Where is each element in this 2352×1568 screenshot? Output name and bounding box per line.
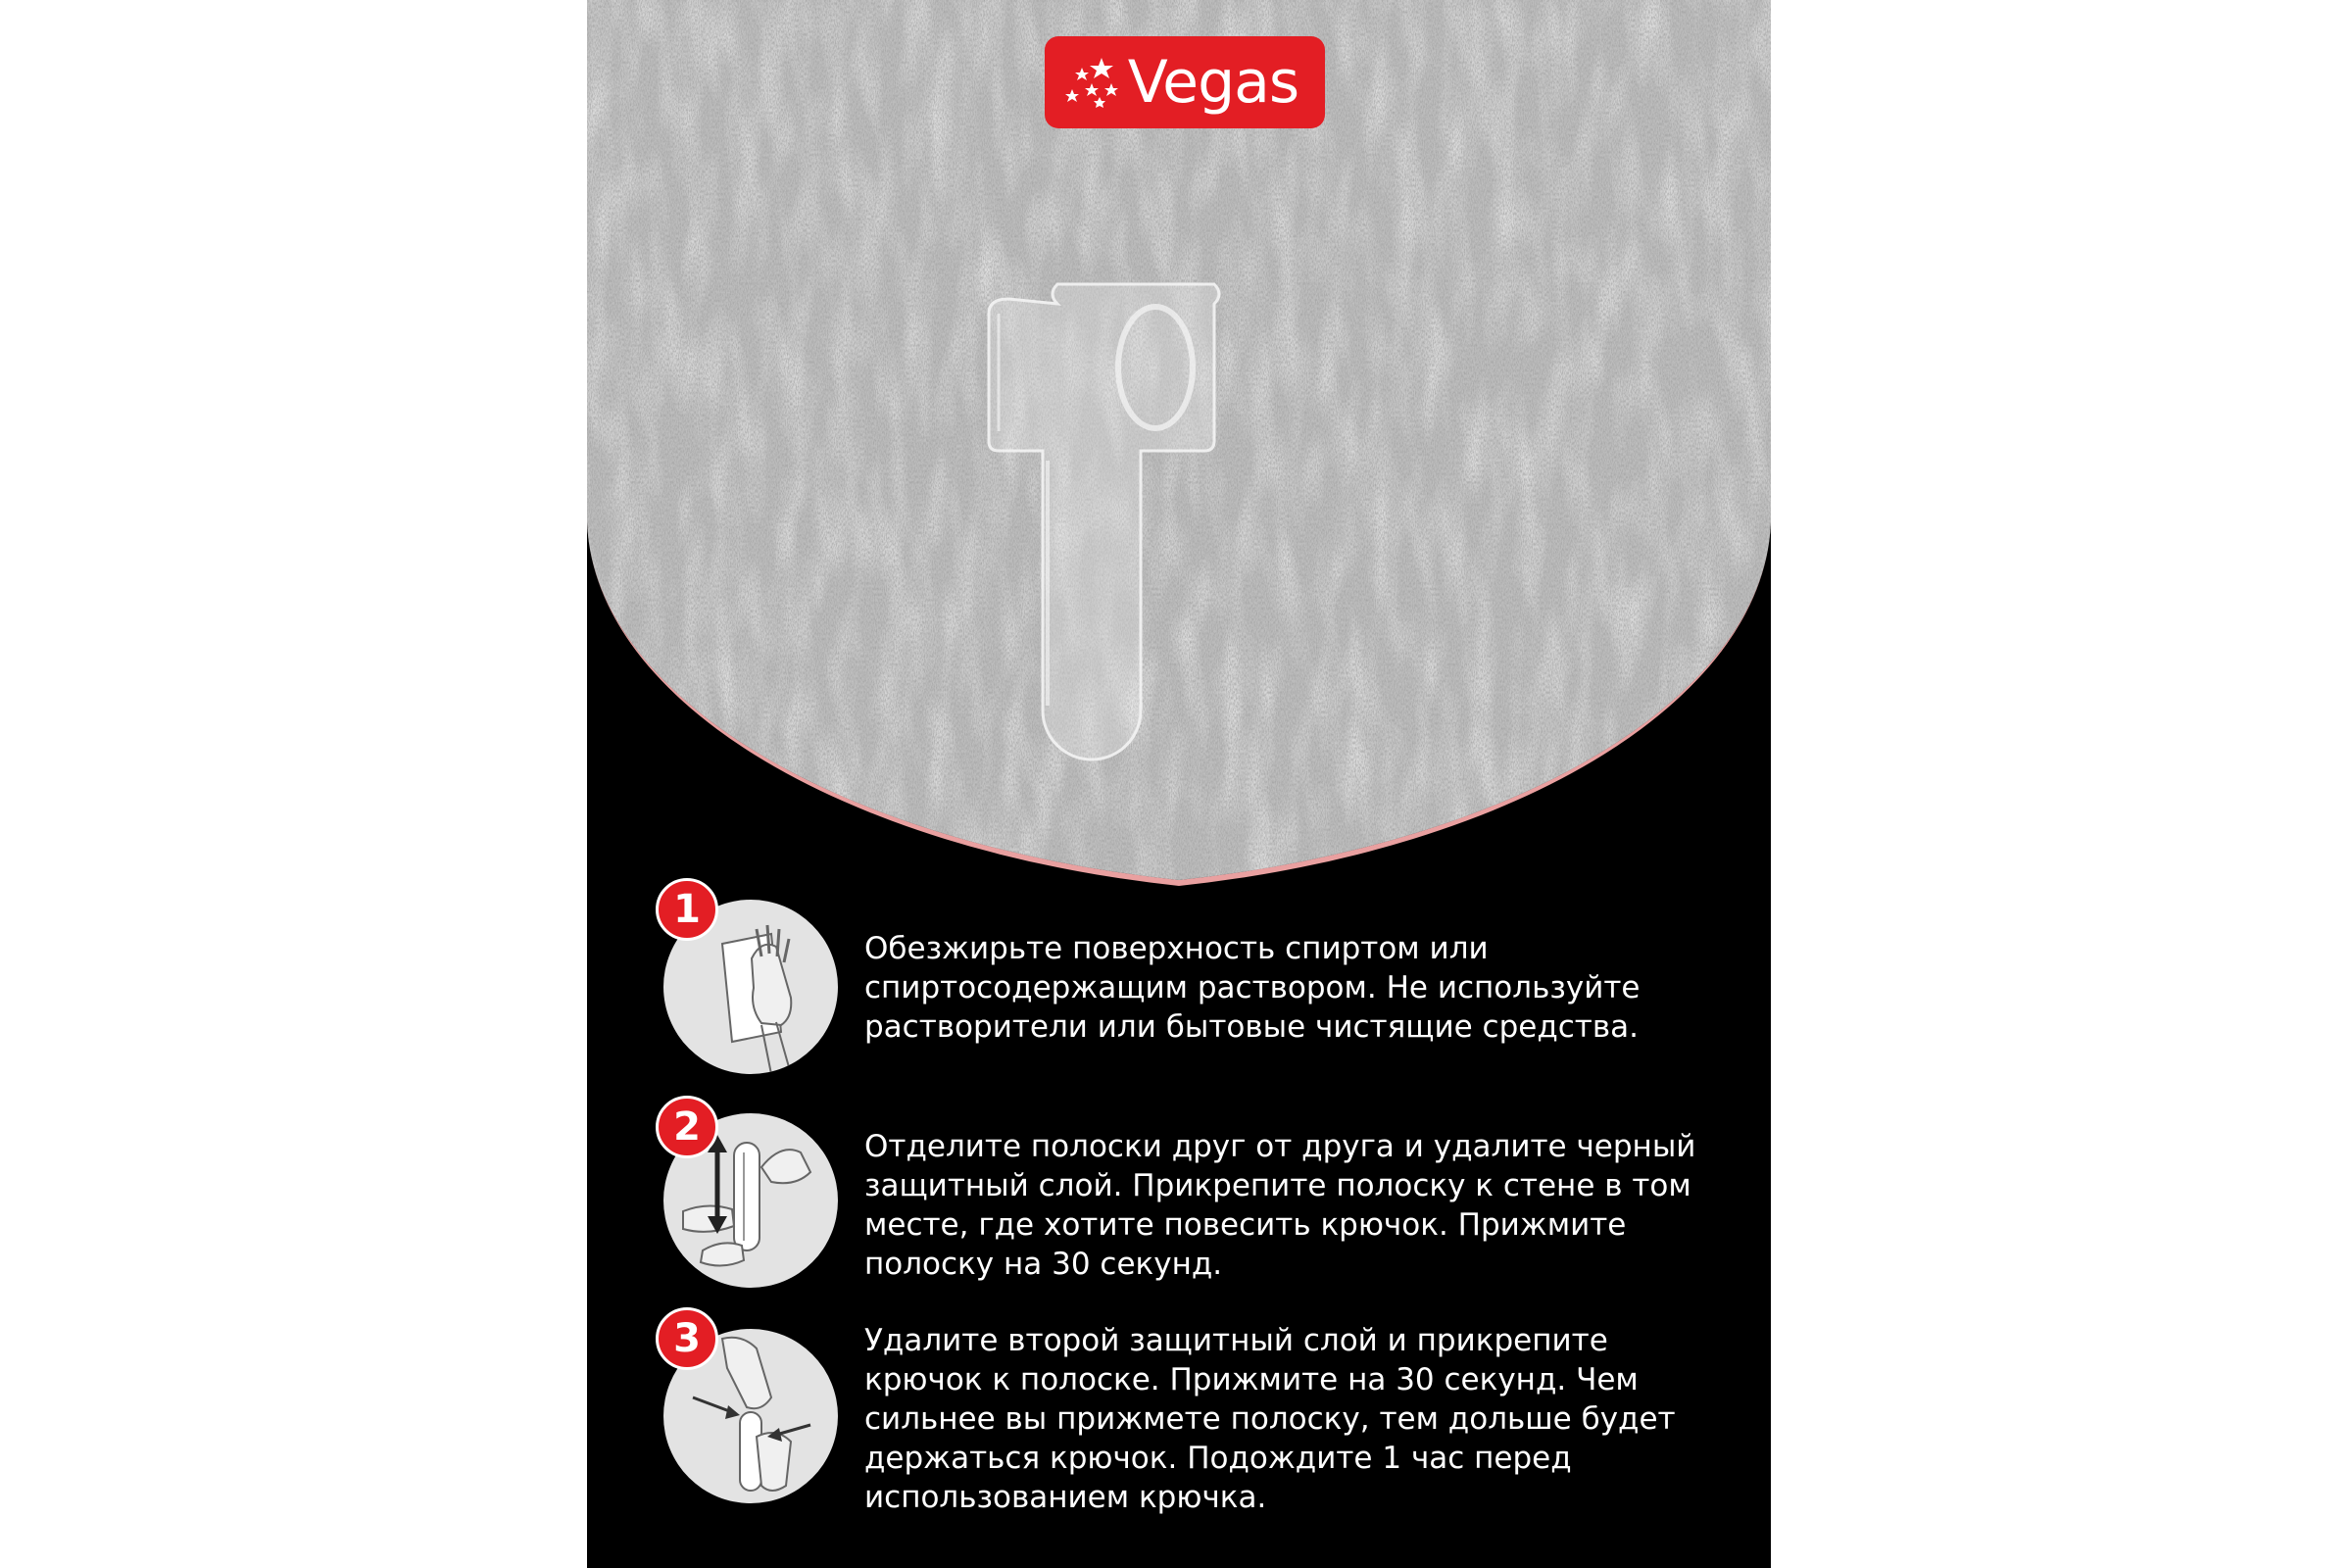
step-description: Отделите полоски друг от друга и удалите черный защитный слой. Прикрепите полоску к стене в том месте, где хотите повесить крючок. Прижмите полоску на 30 секунд. — [864, 1129, 1696, 1282]
step-number-badge: 1 — [656, 878, 718, 941]
brand-logo — [1045, 36, 1325, 128]
step-3 — [663, 1316, 1702, 1515]
product-card — [587, 0, 1771, 1568]
step-number-badge: 3 — [656, 1307, 718, 1370]
step-1 — [663, 887, 1702, 1086]
step-number-badge: 2 — [656, 1096, 718, 1158]
step-description: Удалите второй защитный слой и прикрепите крючок к полоске. Прижмите на 30 секунд. Чем сильнее вы прижмете полоску, тем дольше будет держаться крючок. Подождите 1 час перед использованием крючка. — [864, 1323, 1676, 1515]
stars-icon — [1062, 56, 1125, 111]
step-2 — [663, 1104, 1702, 1299]
step-description: Обезжирьте поверхность спиртом или спиртосодержащим раствором. Не используйте растворители или бытовые чистящие средства. — [864, 931, 1641, 1045]
brand-name: Vegas — [1127, 48, 1299, 117]
